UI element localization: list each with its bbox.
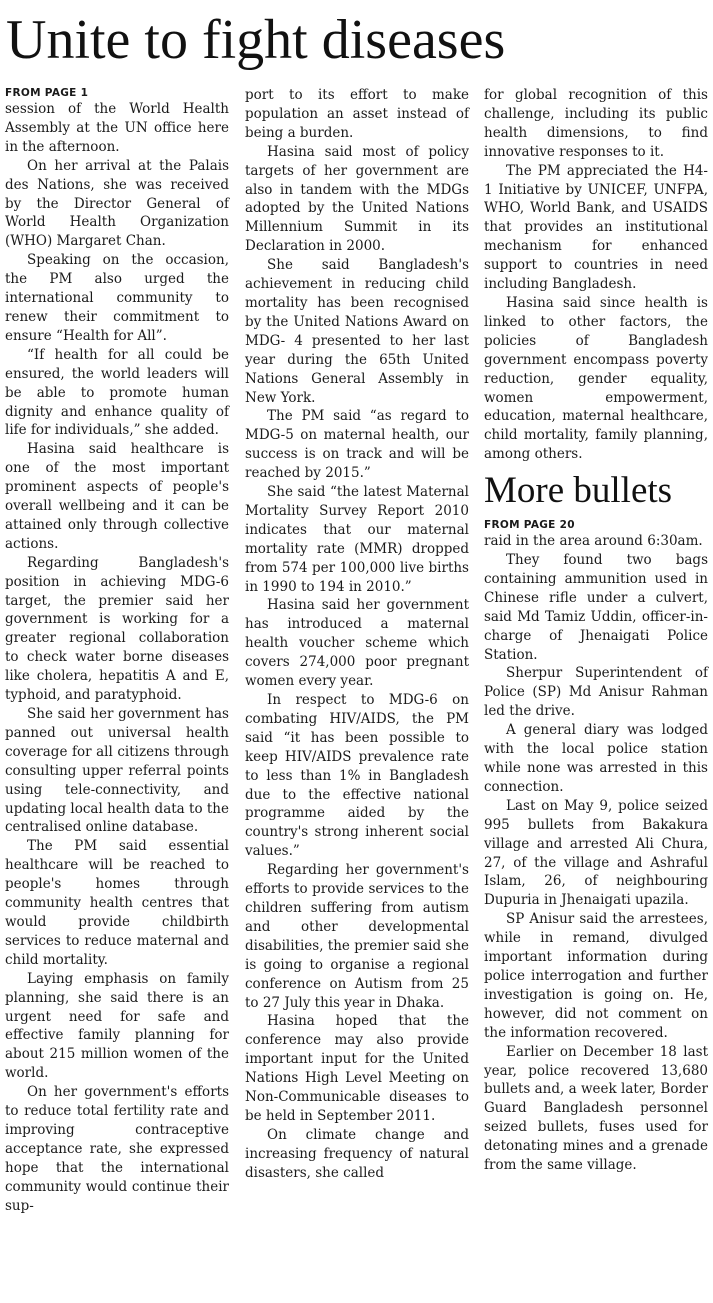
paragraph: Sherpur Superintendent of Police (SP) Md Anisur Rahman led the drive. xyxy=(484,665,708,720)
paragraph: The PM said “as regard to MDG-5 on maternal health, our success is on track and will be reached by 2015.” xyxy=(245,408,469,482)
paragraph: Laying emphasis on family planning, she said there is an urgent need for safe and effective family planning for about 215 million women of the world. xyxy=(5,970,229,1082)
paragraph: In respect to MDG-6 on combating HIV/AIDS, the PM said “it has been possible to keep HIV/AIDS prevalence rate to less than 1% in Bangladesh due to the effective national programme aided by the country's strong inherent social values.” xyxy=(245,692,469,860)
paragraph: She said her government has panned out universal health coverage for all citizens through consulting upper referral points using tele-connectivity, and updating local health data to the centralised online database. xyxy=(5,706,229,836)
page-headline: Unite to fight diseases xyxy=(6,9,506,71)
paragraph: Hasina said her government has introduced a maternal health voucher scheme which covers 274,000 poor pregnant women every year. xyxy=(245,597,469,690)
story2-headline: More bullets xyxy=(484,470,673,512)
paragraph: The PM appreciated the H4-1 Initiative by UNICEF, UNFPA, WHO, World Bank, and USAIDS that provides an institutional mechanism for enhanced support to countries in need including Bangladesh. xyxy=(484,162,708,293)
story1-column-1 xyxy=(5,86,229,1215)
paragraph: On climate change and increasing frequency of natural disasters, she called xyxy=(245,1126,469,1181)
paragraph: port to its effort to make population an asset instead of being a burden. xyxy=(245,87,469,141)
story1-kicker: FROM PAGE 1 xyxy=(5,87,89,99)
paragraph: Last on May 9, police seized 995 bullets from Bakakura village and arrested Ali Chura, 27, of the village and Ashraful Islam, 26, of neighbouring Dupuria in Jhenaigati upazila. xyxy=(484,797,708,909)
paragraph: The PM said essential healthcare will be reached to people's homes through community health centres that would provide childbirth services to reduce maternal and child mortality. xyxy=(5,838,229,968)
story1-column-2 xyxy=(245,86,469,1183)
paragraph: SP Anisur said the arrestees, while in remand, divulged important information during police interrogation and further investigation is going on. He, however, did not comment on the information recovered. xyxy=(484,911,708,1041)
paragraph: On her government's efforts to reduce total fertility rate and improving contraceptive acceptance rate, she expressed hope that the international community would continue their sup- xyxy=(5,1084,229,1214)
paragraph: “If health for all could be ensured, the world leaders will be able to promote human dignity and enhance quality of life for individuals,” she added. xyxy=(5,346,229,439)
paragraph: She said “the latest Maternal Mortality Survey Report 2010 indicates that our maternal mortality rate (MMR) dropped from 574 per 100,000 live births in 1990 to 194 in 2010.” xyxy=(245,484,469,595)
paragraph: On her arrival at the Palais des Nations, she was received by the Director General of World Health Organization (WHO) Margaret Chan. xyxy=(5,157,229,250)
paragraph: Regarding Bangladesh's position in achieving MDG-6 target, the premier said her government is working for a greater regional collaboration to check water borne diseases like cholera, hepatitis A and E, typhoid, and paratyphoid. xyxy=(5,554,229,704)
paragraph: They found two bags containing ammunition used in Chinese rifle under a culvert, said Md Tamiz Uddin, officer-in-charge of Jhenaigati Police Station. xyxy=(484,552,708,663)
paragraph: Hasina hoped that the conference may also provide important input for the United Nations High Level Meeting on Non-Communicable diseases to be held in September 2011. xyxy=(245,1013,469,1124)
story2-kicker: FROM PAGE 20 xyxy=(484,519,575,532)
paragraph: Speaking on the occasion, the PM also urged the international community to renew their commitment to ensure “Health for All”. xyxy=(5,252,229,344)
paragraph: Hasina said healthcare is one of the most important prominent aspects of people's overall wellbeing and it can be attained only through collective actions. xyxy=(5,441,229,552)
column-3 xyxy=(484,86,708,1175)
paragraph: for global recognition of this challenge, including its public health dimensions, to find innovative responses to it. xyxy=(484,87,708,160)
paragraph: Earlier on December 18 last year, police recovered 13,680 bullets and, a week later, Border Guard Bangladesh personnel seized bullets, fuses used for detonating mines and a grenade from the same village. xyxy=(484,1043,708,1174)
paragraph: raid in the area around 6:30am. xyxy=(484,533,703,550)
paragraph: Hasina said most of policy targets of her government are also in tandem with the MDGs adopted by the United Nations Millennium Summit in its Declaration in 2000. xyxy=(245,143,469,255)
paragraph: A general diary was lodged with the local police station while none was arrested in this connection. xyxy=(484,722,708,795)
paragraph: Regarding her government's efforts to provide services to the children suffering from autism and other developmental disabilities, the premier said she is going to organise a regional conference on Autism from 25 to 27 July this year in Dhaka. xyxy=(245,862,469,1011)
paragraph: She said Bangladesh's achievement in reducing child mortality has been recognised by the United Nations Award on MDG- 4 presented to her last year during the 65th United Nations General Assembly in New York. xyxy=(245,257,469,406)
paragraph: session of the World Health Assembly at the UN office here in the afternoon. xyxy=(5,101,229,155)
paragraph: Hasina said since health is linked to other factors, the policies of Bangladesh government encompass poverty reduction, gender equality, women empowerment, education, maternal healthcare, child mortality, family planning, among others. xyxy=(484,294,708,463)
